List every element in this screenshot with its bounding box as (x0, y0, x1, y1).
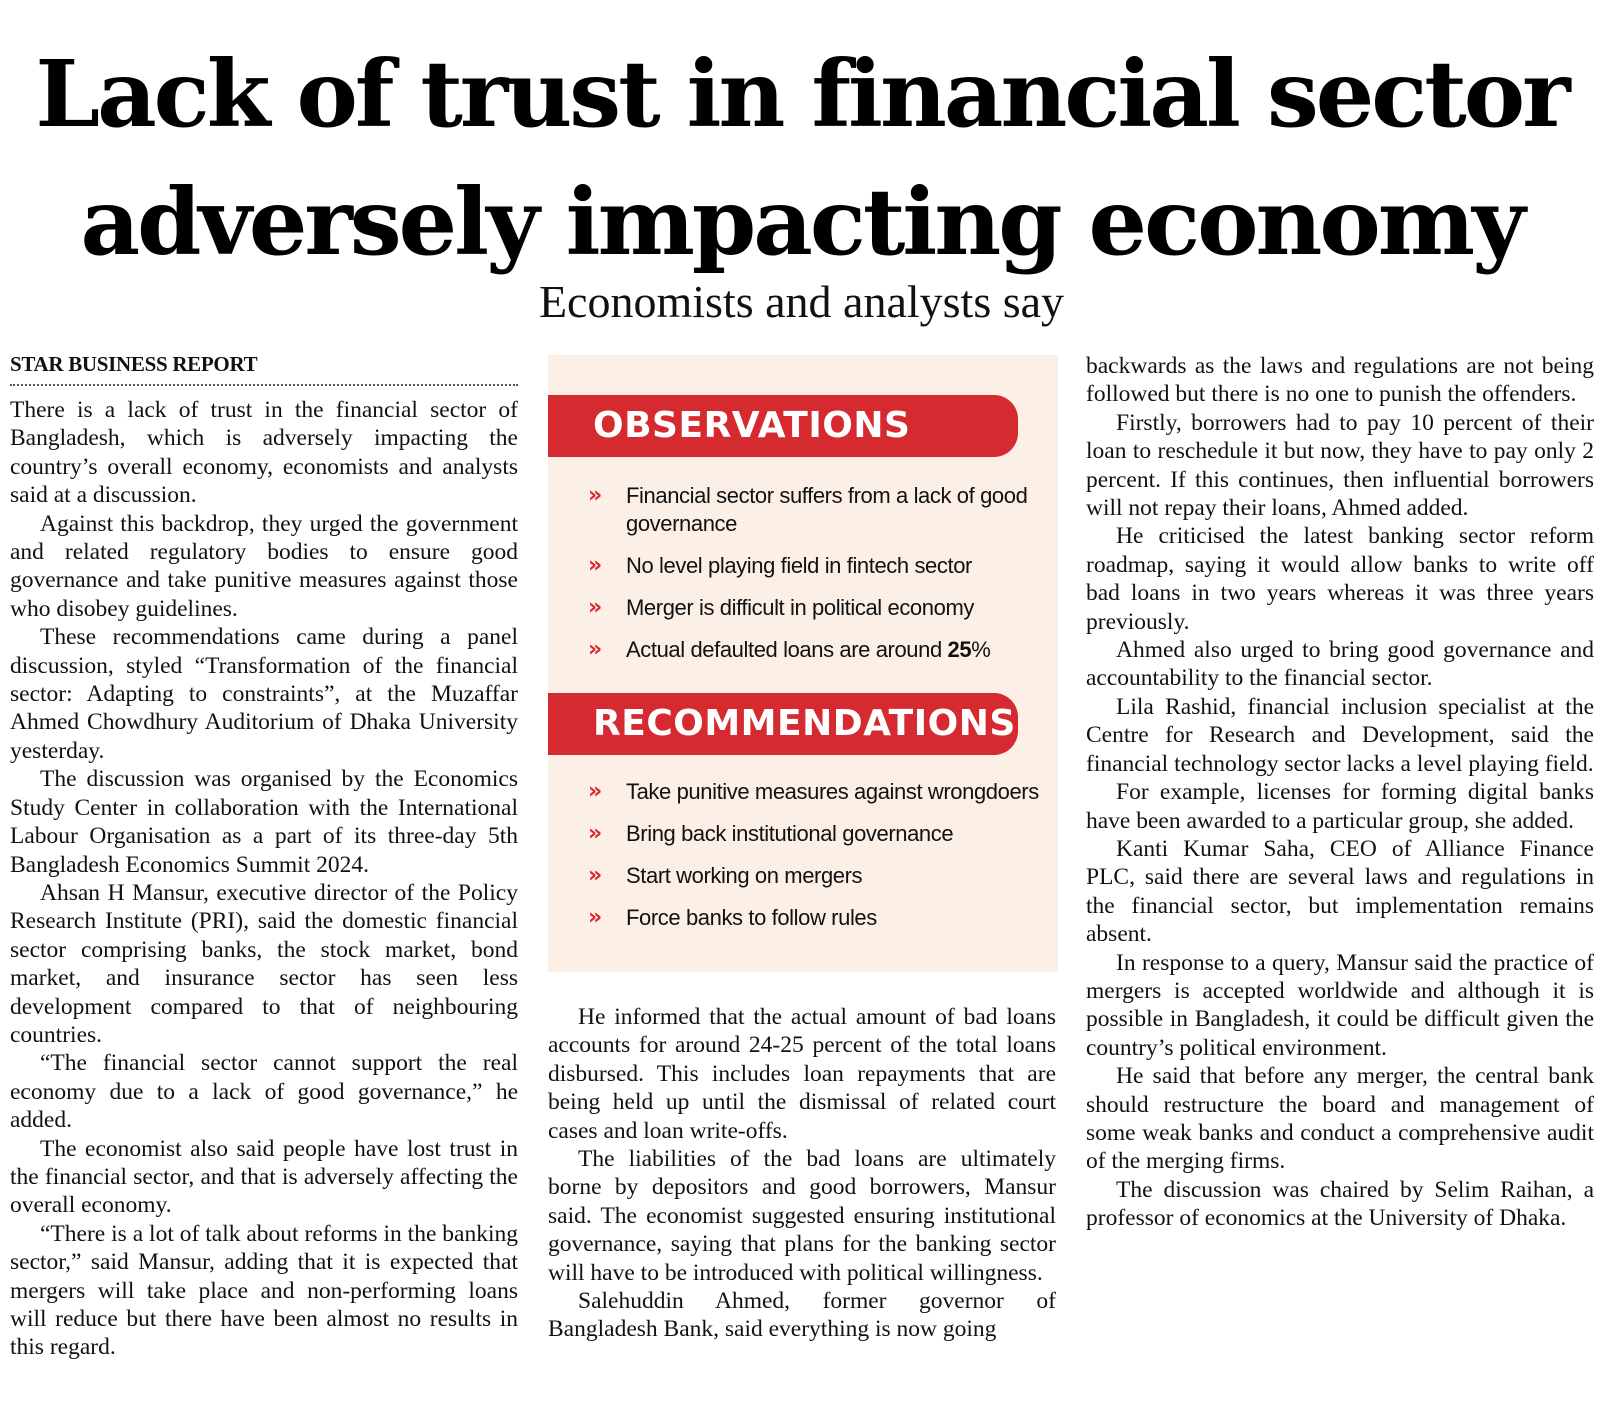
recommendation-item: » Force banks to follow rules (588, 905, 877, 930)
paragraph: The discussion was chaired by Selim Raihan, a professor of economics at the University of Dhaka. (1086, 1176, 1594, 1232)
recommendations-list (588, 778, 1048, 946)
paragraph: Against this backdrop, they urged the government and related regulatory bodies to ensure good governance and take punitive measures against those who disobey guidelines. (10, 510, 518, 622)
chevron-right-icon: » (588, 905, 599, 930)
article-column-3 (1086, 352, 1594, 1412)
observations-list (588, 482, 1048, 678)
paragraph: In response to a query, Mansur said the practice of mergers is accepted worldwide and although it is possible in Bangladesh, it could be difficult given the country’s political environment. (1086, 949, 1594, 1061)
paragraph: Lila Rashid, financial inclusion specialist at the Centre for Research and Development, said the financial technology sector lacks a level playing field. (1086, 693, 1594, 777)
chevron-right-icon: » (588, 595, 599, 620)
paragraph: “There is a lot of talk about reforms in the banking sector,” said Mansur, adding that it is expected that mergers will take place and non-performing loans will reduce but there have been almost no results in this regard. (10, 1220, 518, 1361)
paragraph: He said that before any merger, the central bank should restructure the board and management of some weak banks and conduct a comprehensive audit of the merging firms. (1086, 1063, 1594, 1175)
recommendation-item: » Bring back institutional governance (588, 821, 954, 846)
chevron-right-icon: » (588, 863, 599, 888)
observation-item: » Financial sector suffers from a lack of good governance (588, 483, 1028, 536)
chevron-right-icon: » (588, 553, 599, 578)
recommendation-item: » Start working on mergers (588, 863, 863, 888)
paragraph: Ahmed also urged to bring good governance and accountability to the financial sector. (1086, 637, 1594, 692)
paragraph: For example, licenses for forming digital banks have been awarded to a particular group, she added. (1086, 779, 1594, 834)
headline-line-1: Lack of trust in financial sector (35, 40, 1568, 148)
defaulted-loans-value: 25 (947, 637, 972, 662)
observation-item: » Merger is difficult in political economy (588, 595, 974, 620)
headline-line-2: adversely impacting economy (80, 168, 1523, 276)
chevron-right-icon: » (588, 821, 599, 846)
headline (0, 30, 1603, 286)
byline: STAR BUSINESS REPORT (10, 352, 518, 386)
observations-title: OBSERVATIONS (593, 405, 911, 446)
paragraph: There is a lack of trust in the financial sector of Bangladesh, which is adversely impacting the country’s overall economy, economists and analysts said at a discussion. (10, 397, 518, 509)
chevron-right-icon: » (588, 637, 599, 662)
chevron-right-icon: » (588, 779, 599, 804)
paragraph: He informed that the actual amount of bad loans accounts for around 24-25 percent of the total loans disbursed. This includes loan repayments that are being held up until the dismissal of related court cases and loan write-offs. (548, 1004, 1056, 1144)
paragraph: backwards as the laws and regulations are not being followed but there is no one to punish the offenders. (1086, 353, 1594, 408)
paragraph: “The financial sector cannot support the real economy due to a lack of good governance,” he added. (10, 1050, 518, 1134)
observation-item: » Actual defaulted loans are around 25% (588, 637, 991, 662)
subheadline: Economists and analysts say (538, 276, 1065, 327)
recommendation-item: » Take punitive measures against wrongdoers (588, 779, 1039, 804)
paragraph: Firstly, borrowers had to pay 10 percent of their loan to reschedule it but now, they have to pay only 2 percent. If this continues, then influential borrowers will not repay their loans, Ahmed added. (1086, 409, 1594, 522)
observation-item: » No level playing field in fintech sector (588, 553, 972, 578)
observations-heading (548, 395, 1018, 457)
paragraph: The economist also said people have lost trust in the financial sector, and that is adversely affecting the overall economy. (10, 1135, 518, 1219)
article-column-1 (10, 352, 518, 1412)
paragraph: Kanti Kumar Saha, CEO of Alliance Finance PLC, said there are several laws and regulations in the financial sector, but implementation remains absent. (1086, 835, 1594, 948)
paragraph: Salehuddin Ahmed, former governor of Bangladesh Bank, said everything is now going (548, 1288, 1056, 1343)
paragraph: The discussion was organised by the Economics Study Center in collaboration with the International Labour Organisation as a part of its three-day 5th Bangladesh Economics Summit 2024. (10, 766, 518, 878)
chevron-right-icon: » (588, 483, 599, 508)
paragraph: Ahsan H Mansur, executive director of the Policy Research Institute (PRI), said the domestic financial sector comprising banks, the stock market, bond market, and insurance sector has seen less development compared to that of neighbouring countries. (10, 879, 518, 1048)
highlights-box (548, 355, 1058, 972)
recommendations-title: RECOMMENDATIONS (593, 703, 1016, 744)
paragraph: He criticised the latest banking sector reform roadmap, saying it would allow banks to write off bad loans in two years whereas it was three years previously. (1086, 523, 1594, 635)
paragraph: The liabilities of the bad loans are ultimately borne by depositors and good borrowers, Mansur said. The economist suggested ensuring institutional governance, saying that plans for the banking sector will have to be introduced with political willingness. (548, 1146, 1056, 1286)
paragraph: These recommendations came during a panel discussion, styled “Transformation of the financial sector: Adapting to constraints”, at the Muzaffar Ahmed Chowdhury Auditorium of Dhaka University yesterday. (10, 624, 518, 764)
article-column-2 (548, 1003, 1056, 1413)
recommendations-heading (548, 693, 1018, 755)
